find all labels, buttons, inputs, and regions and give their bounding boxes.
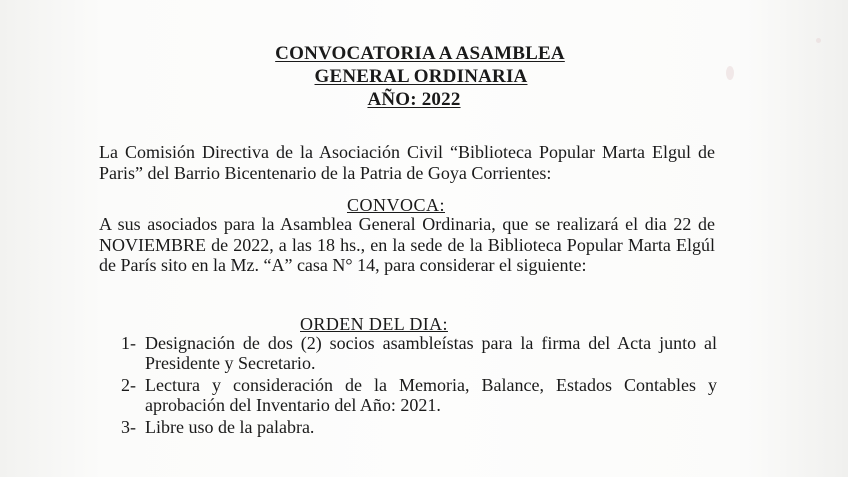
agenda-item-text: Designación de dos (2) socios asambleístas para la firma del Acta junto al Presidente y Secretario. xyxy=(145,333,717,373)
agenda-item-number: 2- xyxy=(121,375,136,395)
agenda-item xyxy=(121,375,717,415)
agenda-item-text: Lectura y consideración de la Memoria, Balance, Estados Contables y aprobación del Inventario del Año: 2021. xyxy=(145,375,717,415)
agenda-item-text: Libre uso de la palabra. xyxy=(145,417,315,437)
title-line-1: CONVOCATORIA A ASAMBLEA xyxy=(275,43,565,64)
intro-paragraph: La Comisión Directiva de la Asociación Civil “Biblioteca Popular Marta Elgul de Paris” del Barrio Bicentenario de la Patria de Goya Corrientes: xyxy=(99,142,715,183)
title-line-2: GENERAL ORDINARIA xyxy=(314,66,528,87)
orden-heading: ORDEN DEL DIA: xyxy=(300,314,448,334)
convoca-paragraph: A sus asociados para la Asamblea General Ordinaria, que se realizará el dia 22 de NOVIEMBRE de 2022, a las 18 hs., en la sede de la Biblioteca Popular Marta Elgúl de París sito en la Mz. “A” casa N° 14, para considerar el siguiente: xyxy=(99,214,715,275)
document-title xyxy=(0,42,848,111)
convoca-heading: CONVOCA: xyxy=(346,195,445,215)
agenda-item xyxy=(121,333,717,373)
agenda-item-number: 1- xyxy=(121,333,136,353)
agenda-item xyxy=(121,417,717,437)
title-line-3: AÑO: 2022 xyxy=(367,89,461,110)
agenda-list xyxy=(121,333,717,439)
agenda-item-number: 3- xyxy=(121,417,136,437)
